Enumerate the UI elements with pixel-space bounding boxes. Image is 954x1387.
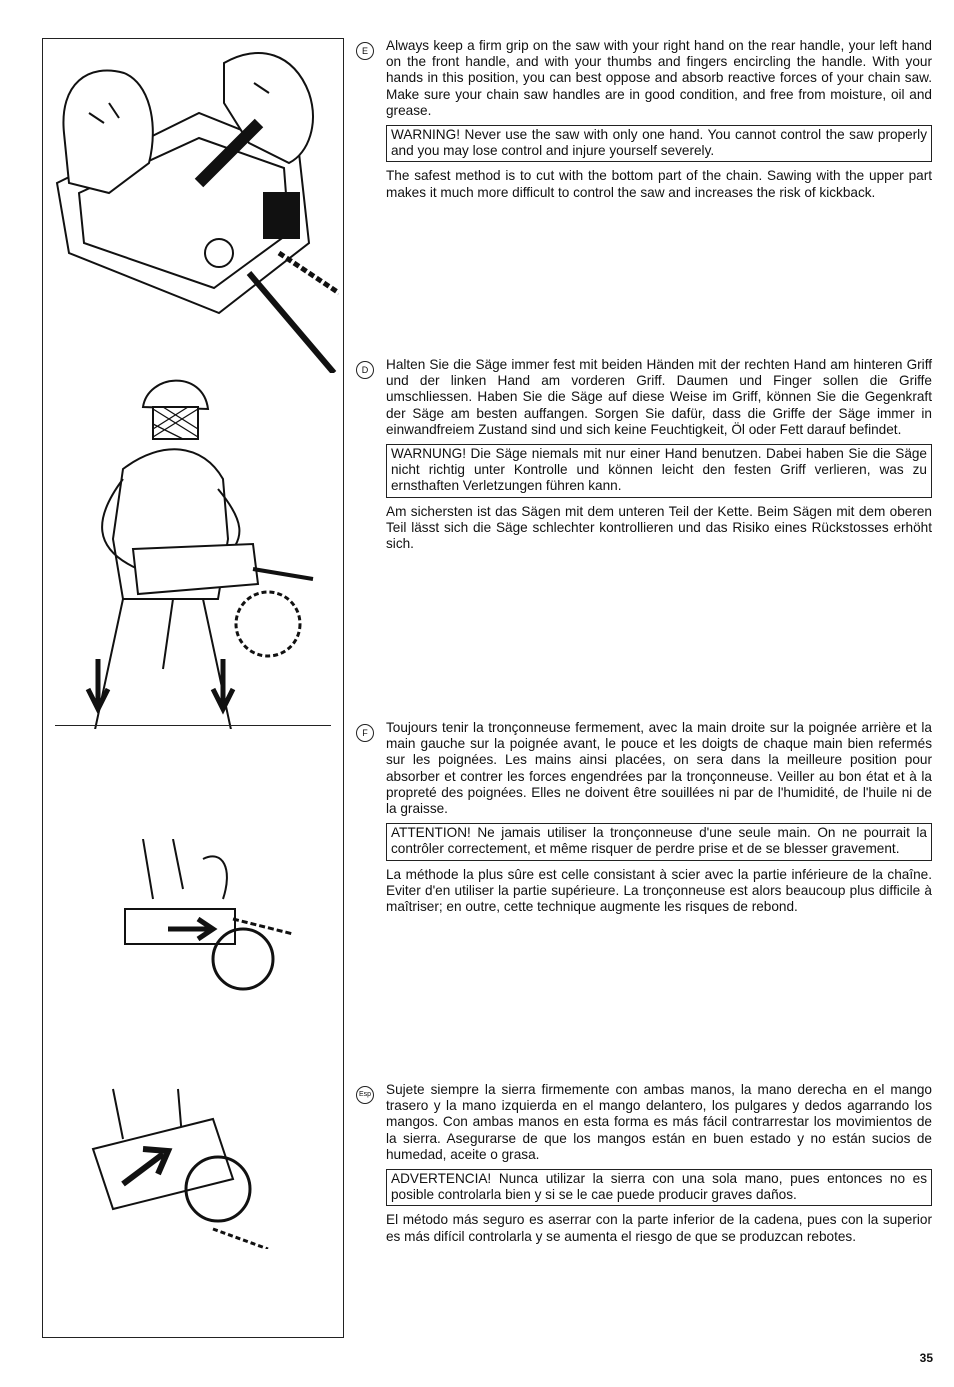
- illustration-frame: [42, 38, 344, 1338]
- warning-box: WARNING! Never use the saw with only one hand. You cannot control the saw properly and you may lose control and injure yourself severely.: [386, 125, 932, 162]
- section-outro: El método más seguro es aserrar con la parte inferior de la cadena, pues con la superior es más difícil controlarla y se aumenta el riesgo de que se produzcan rebotes.: [386, 1212, 932, 1244]
- section-outro: Am sichersten ist das Sägen mit dem unteren Teil der Kette. Beim Sägen mit dem oberen Teil lässt sich die Säge schlechter kontrollieren und das Risiko eines Rückstosses erhöht sich.: [386, 503, 932, 552]
- section-outro: La méthode la plus sûre est celle consistant à scier avec la partie inférieure de la chaîne. Eviter d'en utiliser la partie supérieure. La tronçonneuse est alors beaucoup plus difficile à maîtriser; en outre, cette technique augmente les risques de rebond.: [386, 866, 932, 915]
- language-badge: Esp: [356, 1086, 374, 1104]
- warning-box: ADVERTENCIA! Nunca utilizar la sierra con una sola mano, pues entonces no es posible controlarla bien y si se le cae puede producir graves daños.: [386, 1169, 932, 1206]
- language-badge: F: [356, 724, 374, 742]
- page-number: 35: [919, 1351, 933, 1365]
- warning-box: ATTENTION! Ne jamais utiliser la tronçonneuse d'une seule main. On ne pourrait la contrôler correctement, et même risquer de perdre prise et de se blesser gravement.: [386, 823, 932, 860]
- section-intro: Toujours tenir la tronçonneuse fermement, avec la main droite sur la poignée arrière et la main gauche sur la poignée avant, le pouce et les doigts de chaque main bien refermés sur les poignées. Les mains ainsi placées, on sera dans la meilleure position pour absorber et contrer les forces engendrées par la tronçonneuse. Veiller au bon état et à la propreté des poignées. Elles ne doivent être souillées ni par de l'humidité, de l'huile ni de la graisse.: [386, 720, 932, 817]
- language-badge: E: [356, 42, 374, 60]
- bottom-cut-illustration: [113, 839, 313, 999]
- section-german: [356, 357, 932, 552]
- operator-stance-illustration: [53, 369, 343, 729]
- section-french: [356, 720, 932, 915]
- language-badge: D: [356, 361, 374, 379]
- top-cut-illustration: [83, 1079, 283, 1249]
- section-outro: The safest method is to cut with the bottom part of the chain. Sawing with the upper part makes it much more difficult to control the saw and increases the risk of kickback.: [386, 168, 932, 200]
- section-english: [356, 38, 932, 201]
- section-intro: Sujete siempre la sierra firmemente con ambas manos, la mano derecha en el mango trasero y la mano izquierda en el mango delantero, los pulgares y dedos agarrando los mangos. Con ambas manos en esta forma es más fácil contrarrestar los movimientos de la sierra. Asegurarse de que los mangos están en buen estado y no están sucios de humedad, aceite o grasa.: [386, 1082, 932, 1162]
- section-intro: Halten Sie die Säge immer fest mit beiden Händen mit der rechten Hand am hinteren Griff und der linken Hand am vorderen Griff. Daumen und Finger sollen die Griffe umschliessen. Haben Sie die Säge auf diese Weise im Griff, können Sie die Gegenkraft der Säge am besten auffangen. Sorgen Sie dafür, dass die Griffe der Säge immer in einwandfreiem Zustand sind und sich keine Feuchtigkeit, Öl oder Fett darauf befindet.: [386, 357, 932, 437]
- ground-line: [55, 725, 331, 726]
- section-intro: Always keep a firm grip on the saw with your right hand on the rear handle, your left hand on the front handle, and with your thumbs and fingers encircling the handle. With your hands in this position, you can best oppose and absorb reactive forces of your chain saw. Make sure your chain saw handles are in good condition, and free from moisture, oil and grease.: [386, 38, 932, 118]
- warning-box: WARNUNG! Die Säge niemals mit nur einer Hand benutzen. Dabei haben Sie die Säge nicht richtig unter Kontrolle und können leicht den festen Griff verlieren, was zu ernsthaften Verletzungen führen kann.: [386, 444, 932, 498]
- hands-grip-illustration: [49, 43, 339, 373]
- section-spanish: [356, 1082, 932, 1245]
